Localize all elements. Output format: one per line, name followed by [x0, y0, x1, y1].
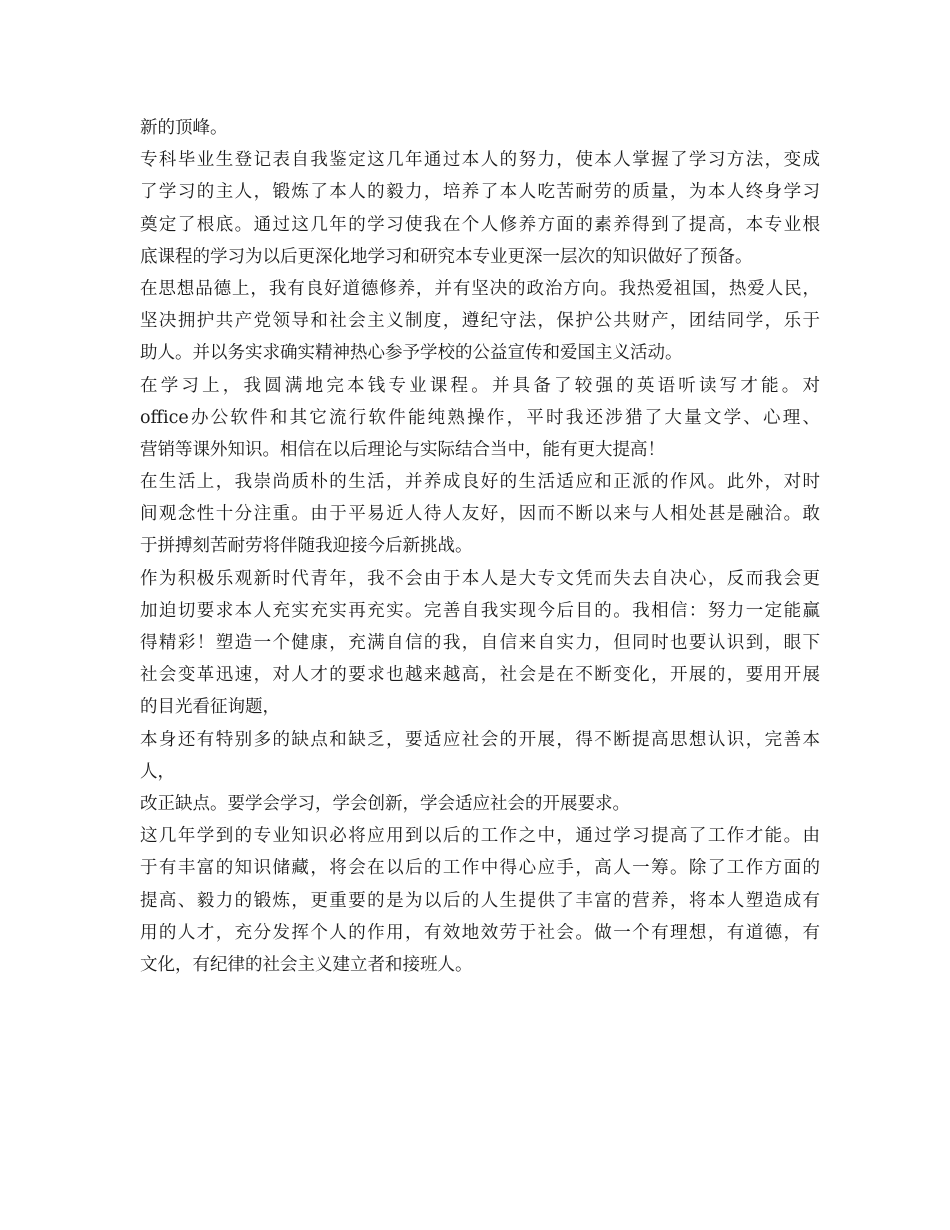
text-line: 提高、毅力的锻炼，更重要的是为以后的人生提供了丰富的营养，将本人塑造成有 [140, 890, 820, 911]
text-line: 文化，有纪律的社会主义建立者和接班人。 [140, 954, 473, 975]
text-line: 间观念性十分注重。由于平易近人待人友好，因而不断以来与人相处甚是融洽。敢 [140, 504, 820, 525]
text-line: 了学习的主人，锻炼了本人的毅力，培养了本人吃苦耐劳的质量，为本人终身学习 [140, 182, 820, 203]
text-line: 助人。并以务实求确实精神热心参予学校的公益宣传和爱国主义活动。 [140, 343, 683, 364]
text-line: 在生活上，我崇尚质朴的生活，并养成良好的生活适应和正派的作风。此外，对时 [140, 472, 820, 493]
text-line: 人， [140, 761, 175, 782]
text-line: 在学习上，我圆满地完本钱专业课程。并具备了较强的英语听读写才能。对 [140, 375, 820, 396]
text-line: 得精彩！塑造一个健康，充满自信的我，自信来自实力，但同时也要认识到，眼下 [140, 633, 820, 653]
document-body [140, 112, 820, 981]
text-line: 专科毕业生登记表自我鉴定这几年通过本人的努力，使本人掌握了学习方法，变成 [140, 150, 820, 171]
text-line: 本身还有特别多的缺点和缺乏，要适应社会的开展，得不断提高思想认识，完善本 [140, 729, 820, 750]
text-line: 底课程的学习为以后更深化地学习和研究本专业更深一层次的知识做好了预备。 [140, 246, 753, 267]
text-line: 加迫切要求本人充实充实再充实。完善自我实现今后目的。我相信：努力一定能赢 [140, 600, 820, 621]
text-line: 于拼搏刻苦耐劳将伴随我迎接今后新挑战。 [140, 536, 473, 557]
text-line: 营销等课外知识。相信在以后理论与实际结合当中，能有更大提高！ [140, 439, 665, 460]
text-line: 于有丰富的知识储藏，将会在以后的工作中得心应手，高人一筹。除了工作方面的 [140, 858, 820, 879]
text-line: 改正缺点。要学会学习，学会创新，学会适应社会的开展要求。 [140, 793, 630, 814]
text-line: 用的人才，充分发挥个人的作用，有效地效劳于社会。做一个有理想，有道德，有 [140, 922, 820, 943]
text-line: 奠定了根底。通过这几年的学习使我在个人修养方面的素养得到了提高，本专业根 [140, 214, 820, 235]
text-line: 这几年学到的专业知识必将应用到以后的工作之中，通过学习提高了工作才能。由 [140, 826, 820, 847]
text-line: office办公软件和其它流行软件能纯熟操作，平时我还涉猎了大量文学、心理、 [140, 407, 820, 428]
text-line: 新的顶峰。 [140, 118, 228, 138]
text-line: 在思想品德上，我有良好道德修养，并有坚决的政治方向。我热爱祖国，热爱人民， [140, 278, 820, 299]
text-line: 作为积极乐观新时代青年，我不会由于本人是大专文凭而失去自决心，反而我会更 [140, 568, 820, 589]
text-line: 的目光看征询题， [140, 697, 280, 718]
text-line: 社会变革迅速，对人才的要求也越来越高，社会是在不断变化，开展的，要用开展 [140, 665, 820, 686]
text-line: 坚决拥护共产党领导和社会主义制度，遵纪守法，保护公共财产，团结同学，乐于 [140, 311, 820, 332]
